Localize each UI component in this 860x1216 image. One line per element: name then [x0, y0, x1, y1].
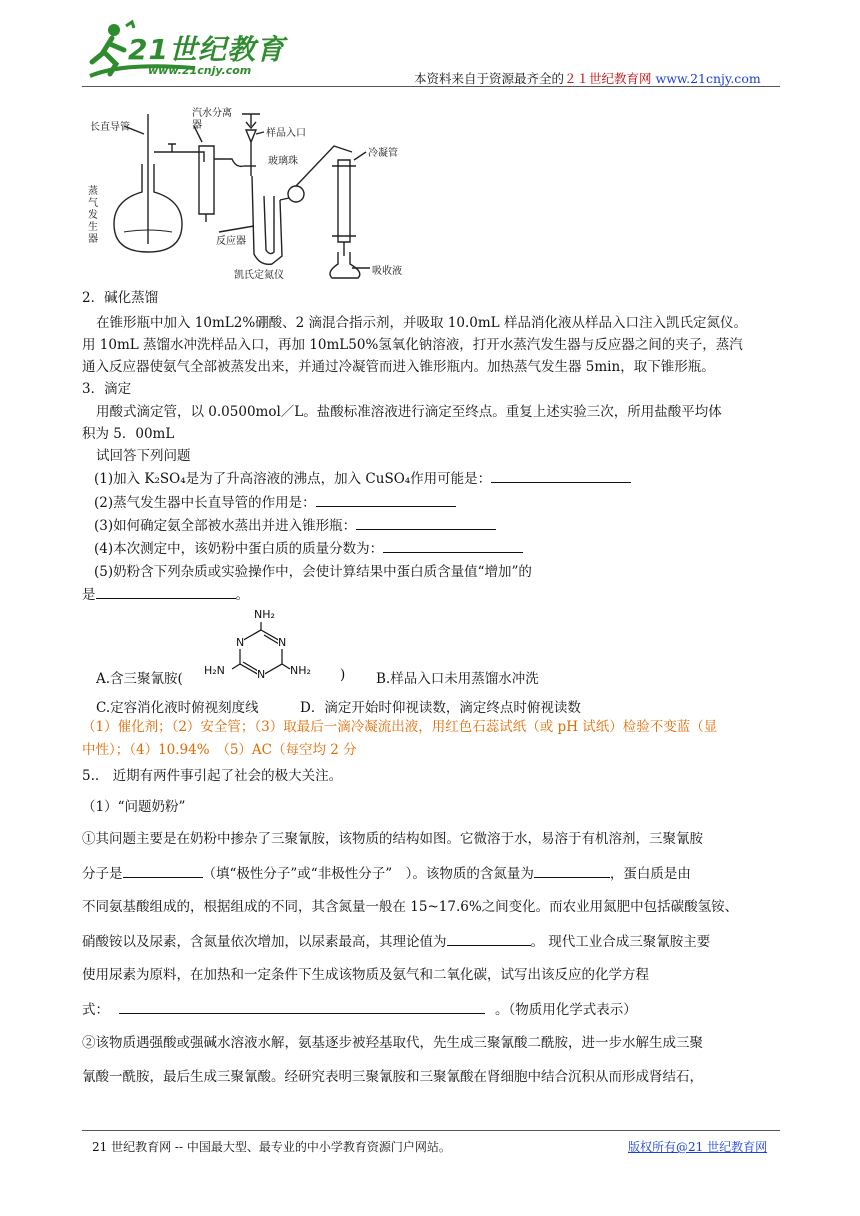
struct-n-left: N: [236, 636, 245, 649]
header-rule: [82, 86, 780, 87]
struct-n-bottom: N: [257, 668, 266, 681]
option-b: B.样品入口未用蒸馏水冲洗: [376, 671, 539, 687]
section-3-para-line2: 积为 5．00mL: [82, 426, 175, 442]
question-1: [94, 468, 631, 489]
para1-line1: ①其问题主要是在奶粉中掺杂了三聚氰胺，该物质的结构如图。它微溶于水，易溶于有机溶剂，三聚氰胺: [82, 831, 703, 847]
header-source-prefix: 本资料来自于资源最齐全的: [414, 71, 565, 86]
label-condenser: 冷凝管: [368, 148, 398, 159]
logo-main-text: 21世纪教育: [128, 33, 285, 66]
question-5b-suffix: 。: [235, 587, 249, 603]
urea-nitrogen-blank[interactable]: [447, 931, 531, 946]
label-sample-inlet: 样品入口: [266, 128, 306, 139]
question-4: [94, 538, 523, 559]
footer-copyright-link[interactable]: 版权所有@21 世纪教育网: [628, 1140, 768, 1154]
label-reactor: 反应器: [216, 236, 246, 247]
option-d: D．滴定开始时仰视读数，滴定终点时俯视读数: [300, 700, 581, 716]
section-2-para-line3: 通入反应器使氨气全部被蒸发出来，并通过冷凝管而进入锥形瓶内。加热蒸气发生器 5min，取下锥形瓶。: [82, 359, 715, 375]
kjeldahl-apparatus-diagram: [84, 104, 424, 284]
para1-line3: 不同氨基酸组成的，根据组成的不同，其含氮量一般在 15~17.6%之间变化。而农业用氮肥中包括碳酸氢铵、: [82, 899, 739, 915]
question-4-blank[interactable]: [383, 538, 523, 553]
para1-line6: [82, 999, 637, 1020]
question-4-text: (4)本次测定中，该奶粉中蛋白质的质量分数为：: [94, 541, 384, 557]
para2-line2: 氰酸一酰胺，最后生成三聚氰酸。经研究表明三聚氰胺和三聚氰酸在肾细胞中结合沉积从而形成肾结石，: [82, 1069, 703, 1085]
struct-h2n-left: H₂N: [204, 664, 225, 677]
question-5-sub1: （1）“问题奶粉”: [82, 799, 186, 815]
option-c: C.定容消化液时俯视刻度线: [96, 700, 259, 716]
para1-line2-c: ，蛋白质是由: [609, 866, 691, 882]
para1-line5: 使用尿素为原料，在加热和一定条件下生成该物质及氨气和二氧化碳，试写出该反应的化学方程: [82, 967, 649, 983]
question-5-blank[interactable]: [96, 584, 236, 599]
para2-line1: ②该物质遇强酸或强碱水溶液水解，氨基逐步被羟基取代，先生成三聚氰酸二酰胺，进一步水解生成三聚: [82, 1035, 703, 1051]
para1-line6-b: 。（物质用化学式表示）: [495, 1002, 637, 1018]
struct-n-right: N: [278, 636, 287, 649]
nitrogen-content-blank[interactable]: [534, 863, 610, 878]
question-3-blank[interactable]: [356, 515, 496, 530]
question-1-text: (1)加入 K₂SO₄是为了升高溶液的沸点，加入 CuSO₄作用可能是：: [94, 471, 492, 487]
section-2-para-line2: 用 10mL 蒸馏水冲洗样品入口，再加 10mL50%氢氧化钠溶液，打开水蒸汽发生器与反应器之间的夹子，蒸汽: [82, 337, 743, 353]
label-apparatus: 凯氏定氮仪: [234, 270, 284, 281]
polarity-blank[interactable]: [123, 863, 203, 878]
para1-line6-a: 式：: [82, 1002, 109, 1018]
para1-line4: [82, 931, 710, 952]
label-glass-bead: 玻璃珠: [268, 156, 298, 167]
questions-intro: 试回答下列问题: [96, 448, 191, 464]
question-2-blank[interactable]: [316, 492, 456, 507]
para1-line4-a: 硝酸铵以及尿素，含氮量依次增加，以尿素最高，其理论值为: [82, 934, 447, 950]
para1-line2-a: 分子是: [82, 866, 123, 882]
question-2-text: (2)蒸气发生器中长直导管的作用是：: [94, 495, 316, 511]
label-absorber: 吸收液: [372, 266, 402, 277]
footer-rule: [82, 1130, 780, 1131]
option-a-prefix: A.含三聚氰胺(: [96, 671, 183, 687]
footer-left-text: 21 世纪教育网 -- 中国最大型、最专业的中小学教育资源门户网站。: [92, 1140, 451, 1154]
para1-line4-b: 。 现代工业合成三聚氰胺主要: [530, 934, 711, 950]
section-2-title: 2．碱化蒸馏: [82, 290, 159, 306]
question-5b-prefix: 是: [82, 587, 96, 603]
logo-url-text: www.21cnjy.com: [148, 64, 252, 77]
header-source: [414, 69, 761, 87]
header-source-url[interactable]: www.21cnjy.com: [655, 71, 761, 86]
para1-line2-b: （填“极性分子”或“非极性分子” ）。该物质的含氮量为: [202, 866, 534, 882]
question-3: [94, 515, 496, 536]
header-source-site: ２１世纪教育网: [564, 71, 652, 86]
question-3-text: (3)如何确定氨全部被水蒸出并进入锥形瓶：: [94, 518, 357, 534]
apparatus-drawing: [84, 104, 424, 284]
answer-line-2: 中性）；（4）10.94% （5）AC（每空均 2 分: [82, 742, 357, 758]
melamine-structure: [202, 606, 320, 686]
label-long-tube: 长直导管: [90, 122, 130, 133]
question-5-title: 5.. 近期有两件事引起了社会的极大关注。: [82, 768, 343, 784]
label-steam-generator: 蒸气发生器: [88, 186, 98, 245]
struct-nh2-top: NH₂: [254, 608, 275, 621]
section-3-para-line1: 用酸式滴定管，以 0.0500mol／L。盐酸标准溶液进行滴定至终点。重复上述实验三次，所用盐酸平均体: [96, 404, 722, 420]
section-2-para-line1: 在锥形瓶中加入 10mL2%硼酸、2 滴混合指示剂，并吸取 10.0mL 样品消化液从样品入口注入凯氏定氮仪。: [96, 315, 747, 331]
section-3-title: 3．滴定: [82, 381, 132, 397]
para1-line2: [82, 863, 691, 884]
answer-line-1: （1）催化剂；（2）安全管；（3）取最后一滴冷凝流出液，用红色石蕊试纸（或 pH 试纸）检验不变蓝（显: [82, 719, 718, 735]
equation-blank[interactable]: [119, 999, 485, 1014]
question-5a: (5)奶粉含下列杂质或实验操作中，会使计算结果中蛋白质含量值“增加”的: [94, 564, 532, 580]
question-1-blank[interactable]: [491, 468, 631, 483]
option-a-suffix: ): [340, 667, 346, 683]
label-separator: 汽水分离器: [192, 108, 232, 131]
question-5b: [82, 584, 249, 605]
question-2: [94, 492, 456, 513]
struct-nh2-right: NH₂: [290, 664, 311, 677]
